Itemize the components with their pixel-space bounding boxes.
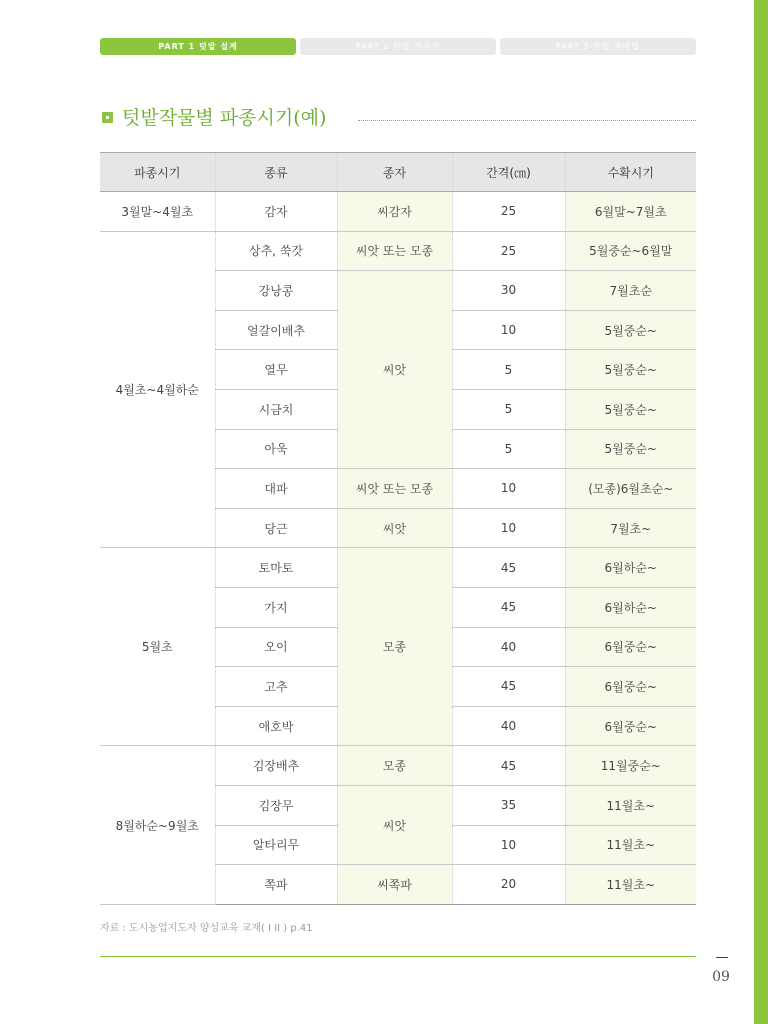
tab-part1[interactable]: PART 1 텃밭 설계 <box>100 38 296 55</box>
harvest-cell: 11월초~ <box>565 825 696 865</box>
crop-cell: 가지 <box>215 587 337 627</box>
header-harvest: 수확시기 <box>565 153 696 192</box>
page-number: 09 <box>712 969 730 985</box>
crop-cell: 시금치 <box>215 389 337 429</box>
seed-cell: 모종 <box>337 746 452 786</box>
crop-cell: 애호박 <box>215 706 337 746</box>
crop-cell: 쪽파 <box>215 865 337 905</box>
seed-cell: 씨앗 또는 모종 <box>337 469 452 509</box>
harvest-cell: 6월중순~ <box>565 706 696 746</box>
header-period: 파종시기 <box>100 153 215 192</box>
section-title <box>100 104 696 132</box>
seed-cell: 씨앗 <box>337 271 452 469</box>
crop-cell: 당근 <box>215 508 337 548</box>
spacing-cell: 45 <box>452 667 565 707</box>
spacing-cell: 10 <box>452 825 565 865</box>
spacing-cell: 40 <box>452 706 565 746</box>
crop-cell: 김장배추 <box>215 746 337 786</box>
crop-cell: 감자 <box>215 192 337 232</box>
harvest-cell: 5월중순~ <box>565 350 696 390</box>
period-cell: 5월초 <box>100 548 215 746</box>
table-row <box>100 192 696 232</box>
spacing-cell: 5 <box>452 350 565 390</box>
spacing-cell: 20 <box>452 865 565 905</box>
harvest-cell: 5월중순~6월말 <box>565 231 696 271</box>
spacing-cell: 45 <box>452 548 565 588</box>
footer-divider <box>100 956 696 957</box>
spacing-cell: 35 <box>452 785 565 825</box>
crop-cell: 알타리무 <box>215 825 337 865</box>
seed-cell: 씨앗 <box>337 508 452 548</box>
sowing-schedule-table <box>100 152 696 905</box>
crop-cell: 아욱 <box>215 429 337 469</box>
table-row <box>100 746 696 786</box>
crop-cell: 얼갈이배추 <box>215 310 337 350</box>
harvest-cell: 7월초순 <box>565 271 696 311</box>
seed-cell: 씨앗 <box>337 785 452 864</box>
page-number-dash <box>716 957 728 958</box>
harvest-cell: 11월중순~ <box>565 746 696 786</box>
crop-cell: 대파 <box>215 469 337 509</box>
spacing-cell: 40 <box>452 627 565 667</box>
spacing-cell: 5 <box>452 429 565 469</box>
seed-cell: 씨쪽파 <box>337 865 452 905</box>
crop-cell: 열무 <box>215 350 337 390</box>
crop-cell: 김장무 <box>215 785 337 825</box>
part-tabs <box>100 38 696 55</box>
harvest-cell: 6월중순~ <box>565 627 696 667</box>
spacing-cell: 10 <box>452 310 565 350</box>
crop-cell: 고추 <box>215 667 337 707</box>
table-row <box>100 231 696 271</box>
spacing-cell: 25 <box>452 231 565 271</box>
header-crop: 종류 <box>215 153 337 192</box>
harvest-cell: 6월하순~ <box>565 548 696 588</box>
harvest-cell: 11월초~ <box>565 865 696 905</box>
period-cell: 3월말~4월초 <box>100 192 215 232</box>
source-citation: 자료 : 도시농업지도자 양성교육 교재( I II ) p.41 <box>100 923 313 934</box>
header-spacing: 간격(㎝) <box>452 153 565 192</box>
crop-cell: 토마토 <box>215 548 337 588</box>
spacing-cell: 45 <box>452 746 565 786</box>
harvest-cell: (모종)6월초순~ <box>565 469 696 509</box>
tab-part2[interactable]: PART 2 텃밭 가꾸기 <box>300 38 496 55</box>
spacing-cell: 30 <box>452 271 565 311</box>
table-header-row <box>100 153 696 192</box>
seed-cell: 모종 <box>337 548 452 746</box>
spacing-cell: 10 <box>452 508 565 548</box>
harvest-cell: 6월말~7월초 <box>565 192 696 232</box>
harvest-cell: 6월중순~ <box>565 667 696 707</box>
spacing-cell: 25 <box>452 192 565 232</box>
header-seed: 종자 <box>337 153 452 192</box>
period-cell: 4월초~4월하순 <box>100 231 215 548</box>
table-row <box>100 548 696 588</box>
title-dotted-line <box>358 120 696 121</box>
period-cell: 8월하순~9월초 <box>100 746 215 904</box>
crop-cell: 상추, 쑥갓 <box>215 231 337 271</box>
seed-cell: 씨감자 <box>337 192 452 232</box>
harvest-cell: 5월중순~ <box>565 429 696 469</box>
spacing-cell: 10 <box>452 469 565 509</box>
harvest-cell: 5월중순~ <box>565 389 696 429</box>
crop-cell: 강낭콩 <box>215 271 337 311</box>
harvest-cell: 7월초~ <box>565 508 696 548</box>
harvest-cell: 11월초~ <box>565 785 696 825</box>
harvest-cell: 6월하순~ <box>565 587 696 627</box>
seed-cell: 씨앗 또는 모종 <box>337 231 452 271</box>
spacing-cell: 45 <box>452 587 565 627</box>
square-bullet-icon <box>102 112 113 123</box>
page-title: 텃밭작물별 파종시기(예) <box>122 107 327 129</box>
crop-cell: 오이 <box>215 627 337 667</box>
tab-part3[interactable]: PART 3 작물 재배법 <box>500 38 696 55</box>
right-edge-bar <box>754 0 768 1024</box>
spacing-cell: 5 <box>452 389 565 429</box>
harvest-cell: 5월중순~ <box>565 310 696 350</box>
